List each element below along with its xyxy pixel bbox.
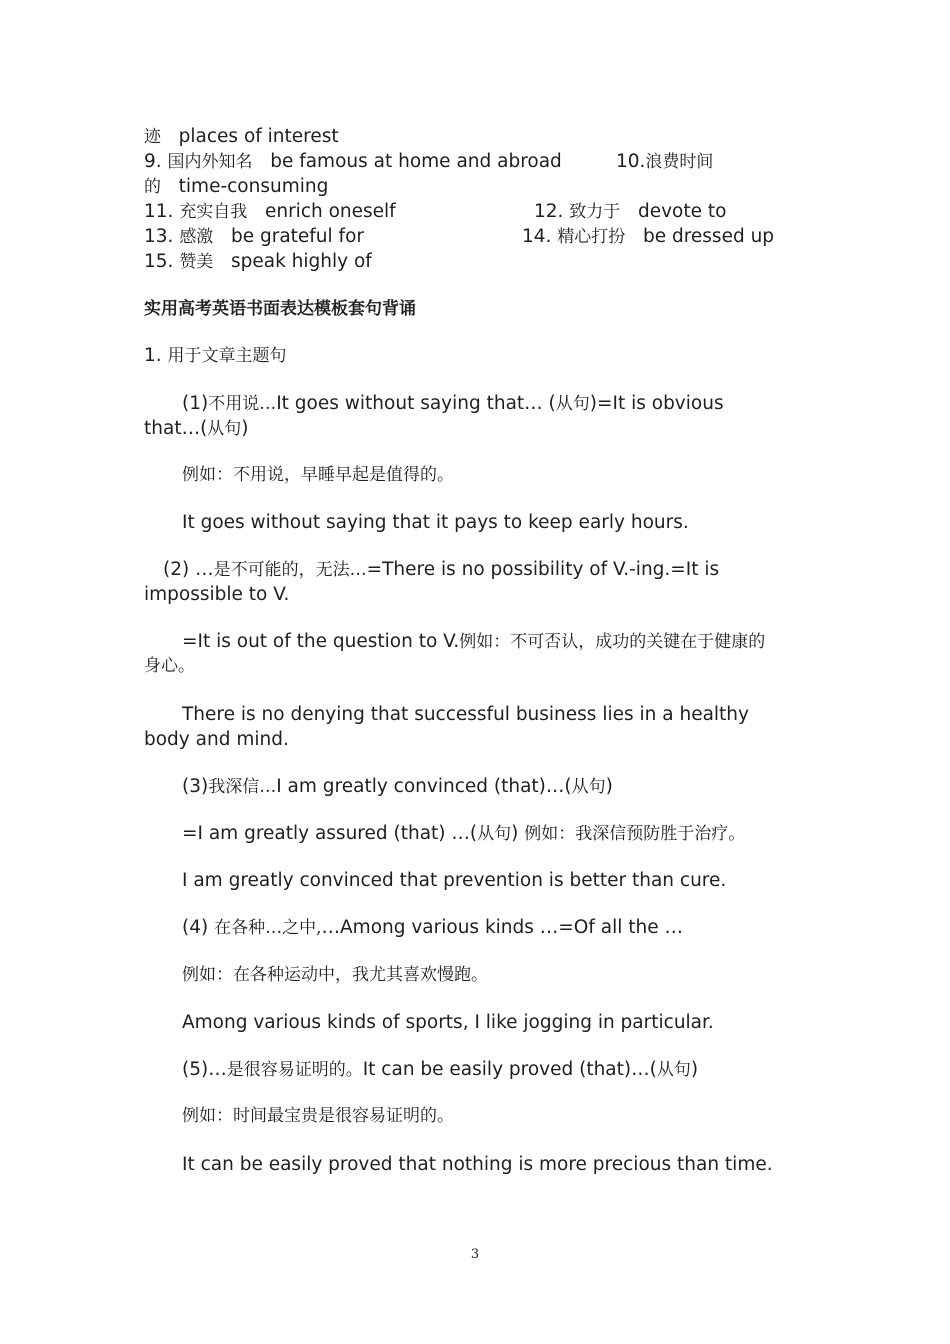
item-3-english: I am greatly convinced that prevention is better than cure. — [182, 870, 727, 891]
item-zh: 从句 — [656, 1060, 691, 1080]
item-zh: 例如：我深信预防胜于治疗。 — [524, 824, 746, 844]
vocab-line-2 — [144, 149, 562, 175]
vocab-zh: 感激 — [179, 227, 214, 247]
item-4-english: Among various kinds of sports, I like jogging in particular. — [182, 1012, 714, 1033]
item-zh: 不用说… — [208, 394, 277, 414]
item-zh: 是不可能的，无法… — [213, 560, 367, 580]
item-zh: 从句 — [555, 394, 590, 414]
item-5-line-1 — [182, 1057, 698, 1083]
vocab-en: time-consuming — [178, 176, 329, 197]
item-en: =There is no possibility of V.-ing.=It is — [366, 559, 720, 580]
vocab-en: be famous at home and abroad — [270, 151, 562, 172]
vocab-num: 13. — [144, 226, 174, 247]
item-4-example: 例如：在各种运动中，我尤其喜欢慢跑。 — [182, 965, 488, 985]
vocab-num: 9. — [144, 151, 162, 172]
item-zh: 从句 — [477, 824, 512, 844]
item-2-line-3 — [182, 629, 765, 655]
vocab-num: 12. — [534, 201, 564, 222]
item-number: (1) — [182, 393, 209, 414]
item-en: …Among various kinds …=Of all the … — [321, 917, 683, 938]
item-en: =I am greatly assured (that) …( — [182, 823, 478, 844]
item-1-line-2 — [144, 416, 249, 442]
vocab-item-14 — [522, 224, 774, 250]
vocab-en: be dressed up — [642, 226, 775, 247]
vocab-item-13 — [144, 224, 364, 250]
vocab-zh: 的 — [144, 177, 161, 197]
vocab-zh: 浪费时间 — [645, 152, 714, 172]
item-zh: 是很容易证明的。 — [226, 1060, 363, 1080]
item-number: (4) — [182, 917, 209, 938]
item-en: ) — [690, 1059, 699, 1080]
vocab-zh: 充实自我 — [179, 202, 248, 222]
item-zh: 从句 — [207, 419, 242, 439]
item-3-line-1 — [182, 774, 613, 800]
item-en: It goes without saying that… ( — [276, 393, 556, 414]
item-3-line-2 — [182, 821, 745, 847]
subtitle-num: 1. — [144, 345, 162, 366]
vocab-num: 11. — [144, 201, 174, 222]
vocab-item-12 — [534, 199, 726, 225]
vocab-zh: 国内外知名 — [167, 152, 253, 172]
item-en: =It is out of the question to V. — [182, 631, 460, 652]
item-5-english: It can be easily proved that nothing is more precious than time. — [182, 1154, 773, 1175]
vocab-en: be grateful for — [230, 226, 364, 247]
item-en: )=It is obvious — [589, 393, 724, 414]
vocab-num: 15. — [144, 251, 174, 272]
vocab-line-3 — [144, 174, 328, 200]
vocab-en: speak highly of — [230, 251, 372, 272]
item-2-english-1: There is no denying that successful business lies in a healthy — [182, 704, 749, 725]
item-number: (2) … — [163, 559, 214, 580]
vocab-en: devote to — [637, 201, 727, 222]
item-2-line-1 — [163, 557, 719, 583]
vocab-item-11 — [144, 199, 396, 225]
item-en: It can be easily proved (that)…( — [362, 1059, 657, 1080]
vocab-zh: 赞美 — [179, 252, 214, 272]
vocab-zh: 精心打扮 — [557, 227, 626, 247]
item-number: (5)… — [182, 1059, 227, 1080]
vocab-item-15 — [144, 249, 372, 275]
item-en: ) — [241, 418, 249, 439]
item-1-line-1 — [182, 391, 724, 417]
item-2-line-4: 身心。 — [144, 656, 195, 676]
vocab-line-2b — [616, 149, 713, 175]
page-number: 3 — [470, 1247, 480, 1262]
item-1-example: 例如：不用说，早睡早起是值得的。 — [182, 465, 454, 485]
item-zh: 在各种…之中, — [214, 918, 322, 938]
item-en: I am greatly convinced (that)…( — [276, 776, 572, 797]
item-zh: 我深信… — [208, 777, 277, 797]
subtitle-text: 用于文章主题句 — [167, 346, 287, 366]
item-2-line-2: impossible to V. — [144, 584, 290, 605]
vocab-zh: 致力于 — [569, 202, 621, 222]
vocab-zh: 迹 — [144, 127, 161, 147]
item-5-example: 例如：时间最宝贵是很容易证明的。 — [182, 1106, 454, 1126]
item-en: ) — [605, 776, 613, 797]
vocab-line-1 — [144, 124, 339, 150]
item-en: ) — [511, 823, 519, 844]
section-subtitle — [144, 343, 287, 369]
item-en: that…( — [144, 418, 208, 439]
vocab-num: 14. — [522, 226, 552, 247]
vocab-en: places of interest — [178, 126, 339, 147]
item-4-line-1 — [182, 915, 683, 941]
item-zh: 从句 — [571, 777, 606, 797]
item-2-english-2: body and mind. — [144, 729, 289, 750]
vocab-num: 10. — [616, 151, 646, 172]
section-title: 实用高考英语书面表达模板套句背诵 — [144, 299, 416, 319]
item-1-english: It goes without saying that it pays to keep early hours. — [182, 512, 689, 533]
item-number: (3) — [182, 776, 209, 797]
item-zh: 例如：不可否认，成功的关键在于健康的 — [459, 632, 766, 652]
vocab-en: enrich oneself — [264, 201, 396, 222]
